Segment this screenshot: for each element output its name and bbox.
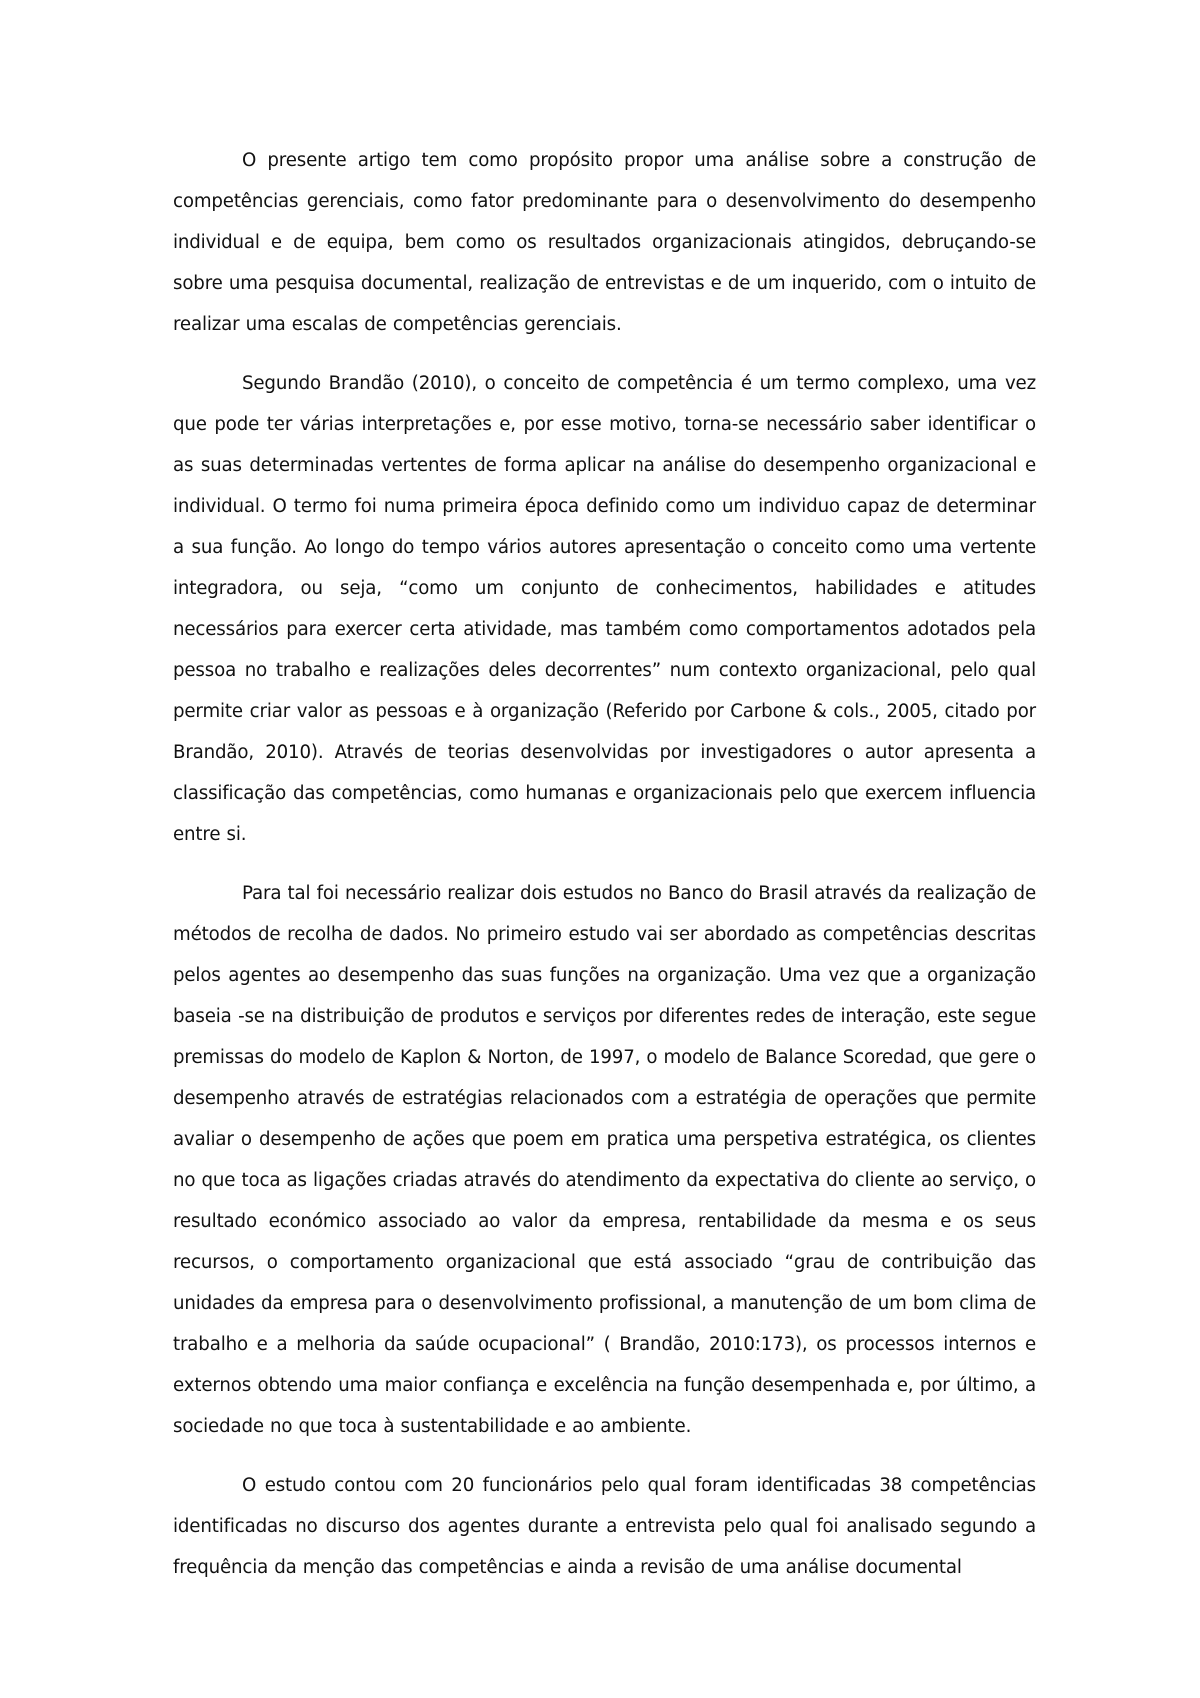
paragraph-competence-concept: Segundo Brandão (2010), o conceito de competência é um termo complexo, uma vez que pode ter várias interpretações e, por esse motivo, torna-se necessário saber identificar o as suas determinadas vertentes de forma aplicar na análise do desempenho organizacional e individual. O termo foi numa primeira época definido como um individuo capaz de determinar a sua função. Ao longo do tempo vários autores apresentação o conceito como uma vertente integradora, ou seja, “como um conjunto de conhecimentos, habilidades e atitudes necessários para exercer certa atividade, mas também como comportamentos adotados pela pessoa no trabalho e realizações deles decorrentes” num contexto organizacional, pelo qual permite criar valor as pessoas e à organização (Referido por Carbone & cols., 2005, citado por Brandão, 2010). Através de teorias desenvolvidas por investigadores o autor apresenta a classificação das competências, como humanas e organizacionais pelo que exercem influencia entre si.	[173, 373, 1036, 845]
paragraph-intro: O presente artigo tem como propósito propor uma análise sobre a construção de competências gerenciais, como fator predominante para o desenvolvimento do desempenho individual e de equipa, bem como os resultados organizacionais atingidos, debruçando-se sobre uma pesquisa documental, realização de entrevistas e de um inquerido, com o intuito de realizar uma escalas de competências gerenciais.	[173, 150, 1036, 335]
paragraph-study-sample: O estudo contou com 20 funcionários pelo qual foram identificadas 38 competências identificadas no discurso dos agentes durante a entrevista pelo qual foi analisado segundo a frequência da menção das competências e ainda a revisão de uma análise documental	[173, 1475, 1036, 1578]
paragraph-banco-do-brasil-study: Para tal foi necessário realizar dois estudos no Banco do Brasil através da realização de métodos de recolha de dados. No primeiro estudo vai ser abordado as competências descritas pelos agentes ao desempenho das suas funções na organização. Uma vez que a organização baseia -se na distribuição de produtos e serviços por diferentes redes de interação, este segue premissas do modelo de Kaplon & Norton, de 1997, o modelo de Balance Scoredad, que gere o desempenho através de estratégias relacionados com a estratégia de operações que permite avaliar o desempenho de ações que poem em pratica uma perspetiva estratégica, os clientes no que toca as ligações criadas através do atendimento da expectativa do cliente ao serviço, o resultado económico associado ao valor da empresa, rentabilidade da mesma e os seus recursos, o comportamento organizacional que está associado “grau de contribuição das unidades da empresa para o desenvolvimento profissional, a manutenção de um bom clima de trabalho e a melhoria da saúde ocupacional” ( Brandão, 2010:173), os processos internos e externos obtendo uma maior confiança e excelência na função desempenhada e, por último, a sociedade no que toca à sustentabilidade e ao ambiente.	[173, 883, 1036, 1437]
